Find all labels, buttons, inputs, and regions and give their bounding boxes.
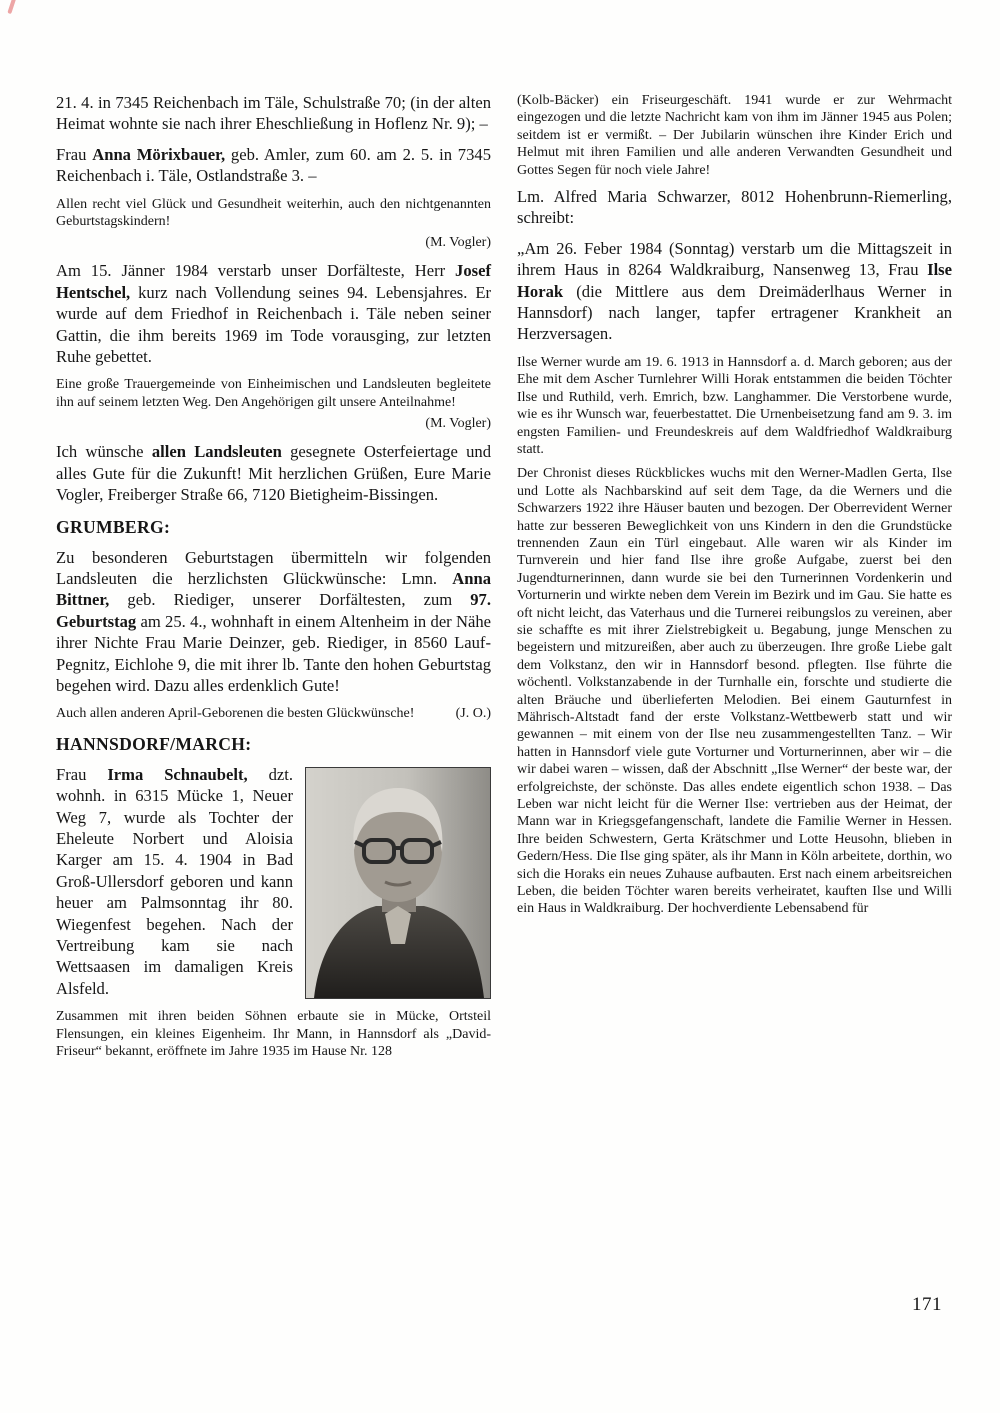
text-run: kurz nach Vollendung seines 94. Lebensjahres. Er wurde auf dem Friedhof in Reichenbach i. Täle neben seiner Gattin, die ihm bereits 1969 im Tode vorausging, zur letzten Ruhe gebettet. — [56, 282, 491, 367]
paragraph-irma-schnaubelt — [56, 764, 491, 999]
paragraph-easter-greeting — [56, 441, 491, 505]
text-run: Zu besonderen Geburtstagen übermitteln wir folgenden Landsleuten die herzlichsten Glückwünsche: Lmn. — [56, 547, 491, 588]
text-run: Am 15. Jänner 1984 verstarb unser Dorfälteste, Herr — [56, 261, 456, 281]
paragraph-april-birthdays — [56, 705, 491, 722]
text-run: dzt. wohnh. in 6315 Mücke 1, Neuer Weg 7, wurde als Tochter der Eheleute Norbert und Aloisia Karger am 15. 4. 1904 in Bad Groß-Ullersdorf geboren und kann heuer am Palmsonntag ihr 80. Wiegenfest begehen. Nach der Vertreibung kam sie nach Wettsaasen im damaligen Kreis Alsfeld. — [56, 764, 293, 998]
byline-m-vogler-2: (M. Vogler) — [425, 416, 491, 432]
paragraph-ilse-horak-obituary — [517, 238, 952, 345]
scan-mark — [7, 0, 16, 14]
paragraph-josef-hentschel-obituary — [56, 260, 491, 367]
page-number: 171 — [912, 1294, 942, 1315]
paragraph-anna-moerixbauer — [56, 144, 491, 187]
section-heading-hannsdorf-march: HANNSDORF/MARCH: — [56, 733, 252, 754]
paragraph-schnaubelt-detail: Zusammen mit ihren beiden Söhnen erbaute sie in Mücke, Ortsteil Flensungen, ein kleines Eigenheim. Ihr Mann, in Hannsdorf als „David-Friseur“ bekannt, eröffnete im Jahre 1935 im Hause Nr. 128 — [56, 1009, 491, 1060]
paragraph-congrats-note: Allen recht viel Glück und Gesundheit weiterhin, auch den nichtgenannten Geburtstagskindern! — [56, 196, 491, 230]
text-run-bold: 97. Geburtstag — [56, 590, 491, 631]
paragraph-ilse-werner-biography: Ilse Werner wurde am 19. 6. 1913 in Hannsdorf a. d. March geboren; aus der Ehe mit dem Ascher Turnlehrer Willi Horak entstammen die beiden Töchter Ilse und Ruthild, verh. Emrich, bzw. Langhammer. Die Verstorbene wurde, wie es ihr Wunsch war, feuerbestattet. Die Urnenbeisetzung fand am 9. 3. im engsten Familien- und Freundeskreis auf dem Waldfriedhof Waldkraiburg statt. — [517, 354, 952, 457]
text-run: Frau — [56, 764, 108, 784]
left-column — [56, 92, 491, 1067]
two-column-layout — [56, 92, 952, 1067]
right-column — [517, 92, 952, 1067]
text-run-bold: Irma Schnaubelt, — [107, 764, 248, 784]
byline-m-vogler-1: (M. Vogler) — [425, 235, 491, 251]
text-run: Frau — [56, 144, 93, 164]
text-run-bold: allen Landsleuten — [151, 442, 282, 462]
section-heading-grumberg: GRUMBERG: — [56, 516, 171, 537]
text-run: „Am 26. Feber 1984 (Sonntag) verstarb um die Mittagszeit in ihrem Haus in 8264 Waldkraiburg, Nansenweg 13, Frau — [517, 238, 952, 280]
text-run-bold: Anna Bittner, — [56, 568, 491, 610]
paragraph-reichenbach-address: 21. 4. in 7345 Reichenbach im Täle, Schulstraße 70; (in der alten Heimat wohnte sie nach ihrer Eheschließung in Hoflenz Nr. 9); – — [56, 93, 491, 134]
text-run: gesegnete Osterfeiertage und alles Gute für die Zukunft! Mit herzlichen Grüßen, Eure Marie Vogler, Freiberger Straße 66, 7120 Bietigheim-Bissingen. — [56, 442, 491, 505]
text-run: Auch allen anderen April-Geborenen die besten Glückwünsche! — [56, 706, 415, 722]
portrait-photo-graphic — [306, 768, 490, 998]
text-run: Ich wünsche — [56, 442, 152, 462]
paragraph-kolb-baecker: (Kolb-Bäcker) ein Friseurgeschäft. 1941 wurde er zur Wehrmacht eingezogen und die letzte Nachricht kam von ihm im Jänner 1945 aus Polen; seitdem ist er vermißt. – Der Jubilarin wünschen ihre Kinder Erich und Helmut mit ihren Familien und alle anderen Verwandten Gesundheit und Gottes Segen für noch viele Jahre! — [517, 93, 952, 178]
text-run-bold: Anna Mörixbauer, — [92, 144, 226, 164]
byline-j-o: (J. O.) — [455, 706, 491, 722]
text-run-bold: Ilse Horak — [517, 260, 952, 301]
text-run: (die Mittlere aus dem Dreimäderlhaus Werner in Hannsdorf) nach langer, tapfer ertragener Krankheit an Herzversagen. — [517, 281, 952, 344]
paragraph-funeral-note: Eine große Trauergemeinde von Einheimischen und Landsleuten begleitete ihn auf seinem letzten Weg. Den Angehörigen gilt unsere Anteilnahme! — [56, 377, 491, 410]
text-run: am 25. 4., wohnhaft in einem Altenheim in der Nähe ihrer Nichte Frau Marie Deinzer, geb. Riediger, in 8560 Lauf-Pegnitz, Eichlohe 9, die mit ihrer lb. Tante den hohen Geburtstag begehen wird. Dazu alles erdenklich Gute! — [56, 611, 491, 695]
paragraph-alfred-schwarzer-intro: Lm. Alfred Maria Schwarzer, 8012 Hohenbrunn-Riemerling, schreibt: — [517, 187, 952, 228]
portrait-photo-irma-schnaubelt — [305, 767, 491, 999]
paragraph-anna-bittner-birthday — [56, 547, 491, 697]
text-run-bold: Josef Hentschel, — [56, 261, 491, 302]
text-run: geb. Amler, zum 60. am 2. 5. in 7345 Reichenbach i. Täle, Ostlandstraße 3. – — [56, 144, 491, 186]
paragraph-chronist-memoir: Der Chronist dieses Rückblickes wuchs mit den Werner-Madlen Gerta, Ilse und Lotte als Nachbarskind auf seit dem Tage, da die Werners und die Schwarzers 1922 ihre Häuser bauten und bezogen. Der Oberrevident Werner hatte zur besseren Beweglichkeit von uns Kindern in den die Grundstücke trennenden Zaun ein Türl eingebaut. Alle waren wir als Kinder im Turnverein und hier fand Ilse ihre große Aufgabe, zuerst bei den Jugendturnerinnen, dann wurde sie bei den Turnerinnen Vordenkerin und Vorturnerin und wirkte neben dem Verein im Bezirk und im Gau. Sie hatte es oft nicht leicht, das Vaterhaus und die Turnerei reibungslos zu vereinen, aber sie schaffte es mit ihrer Zielstrebigkeit u. Begabung, junge Menschen zu begeistern und mitzureißen, aber auch zu überzeugen. Ihre große Liebe galt dem Volkstanz, den wir in Hannsdorf besond. pflegten. Ilse führte die wöchentl. Volkstanzabende in der Turnhalle ein, forschte und studierte die alten Bräuche und überlieferten Melodien. Bei einem Gauturnfest in Mährisch-Altstadt fand der erste Volkstanz-Wettbewerb statt und wir gewannen – mit einem von der Ilse neu zusammengestellten Tanz. – Wir hatten in Hannsdorf viele gute Vorturner und Vorturnerinnen, aber wir – die wir dabei waren – wissen, daß der Abschnitt „Ilse Werner“ der beste war, der erfolgreichste, der schönste. Das alles endete eigentlich schon 1938. – Das Leben war nicht leicht für die Werner Ilse: vertrieben aus der Heimat, der Mann war in Kriegsgefangenschaft, landete die Familie Werner in Hessen. Ihre beiden Schwestern, Gerta Krätschmer und Lotte Heusohn, blieben in Gedern/Hess. Die Ilse ging später, als ihr Mann in Köln arbeitete, dorthin, wo sich die Horaks ein neues Zuhause aufbauten. Erst nach einem arbeitsreichen Leben, die beiden Töchter waren bereits verheiratet, kauften Ilse und Willi ein Haus in Waldkraiburg. Der hochverdiente Lebensabend für — [517, 466, 952, 917]
text-run: geb. Riediger, unserer Dorfältesten, zum — [109, 590, 471, 610]
